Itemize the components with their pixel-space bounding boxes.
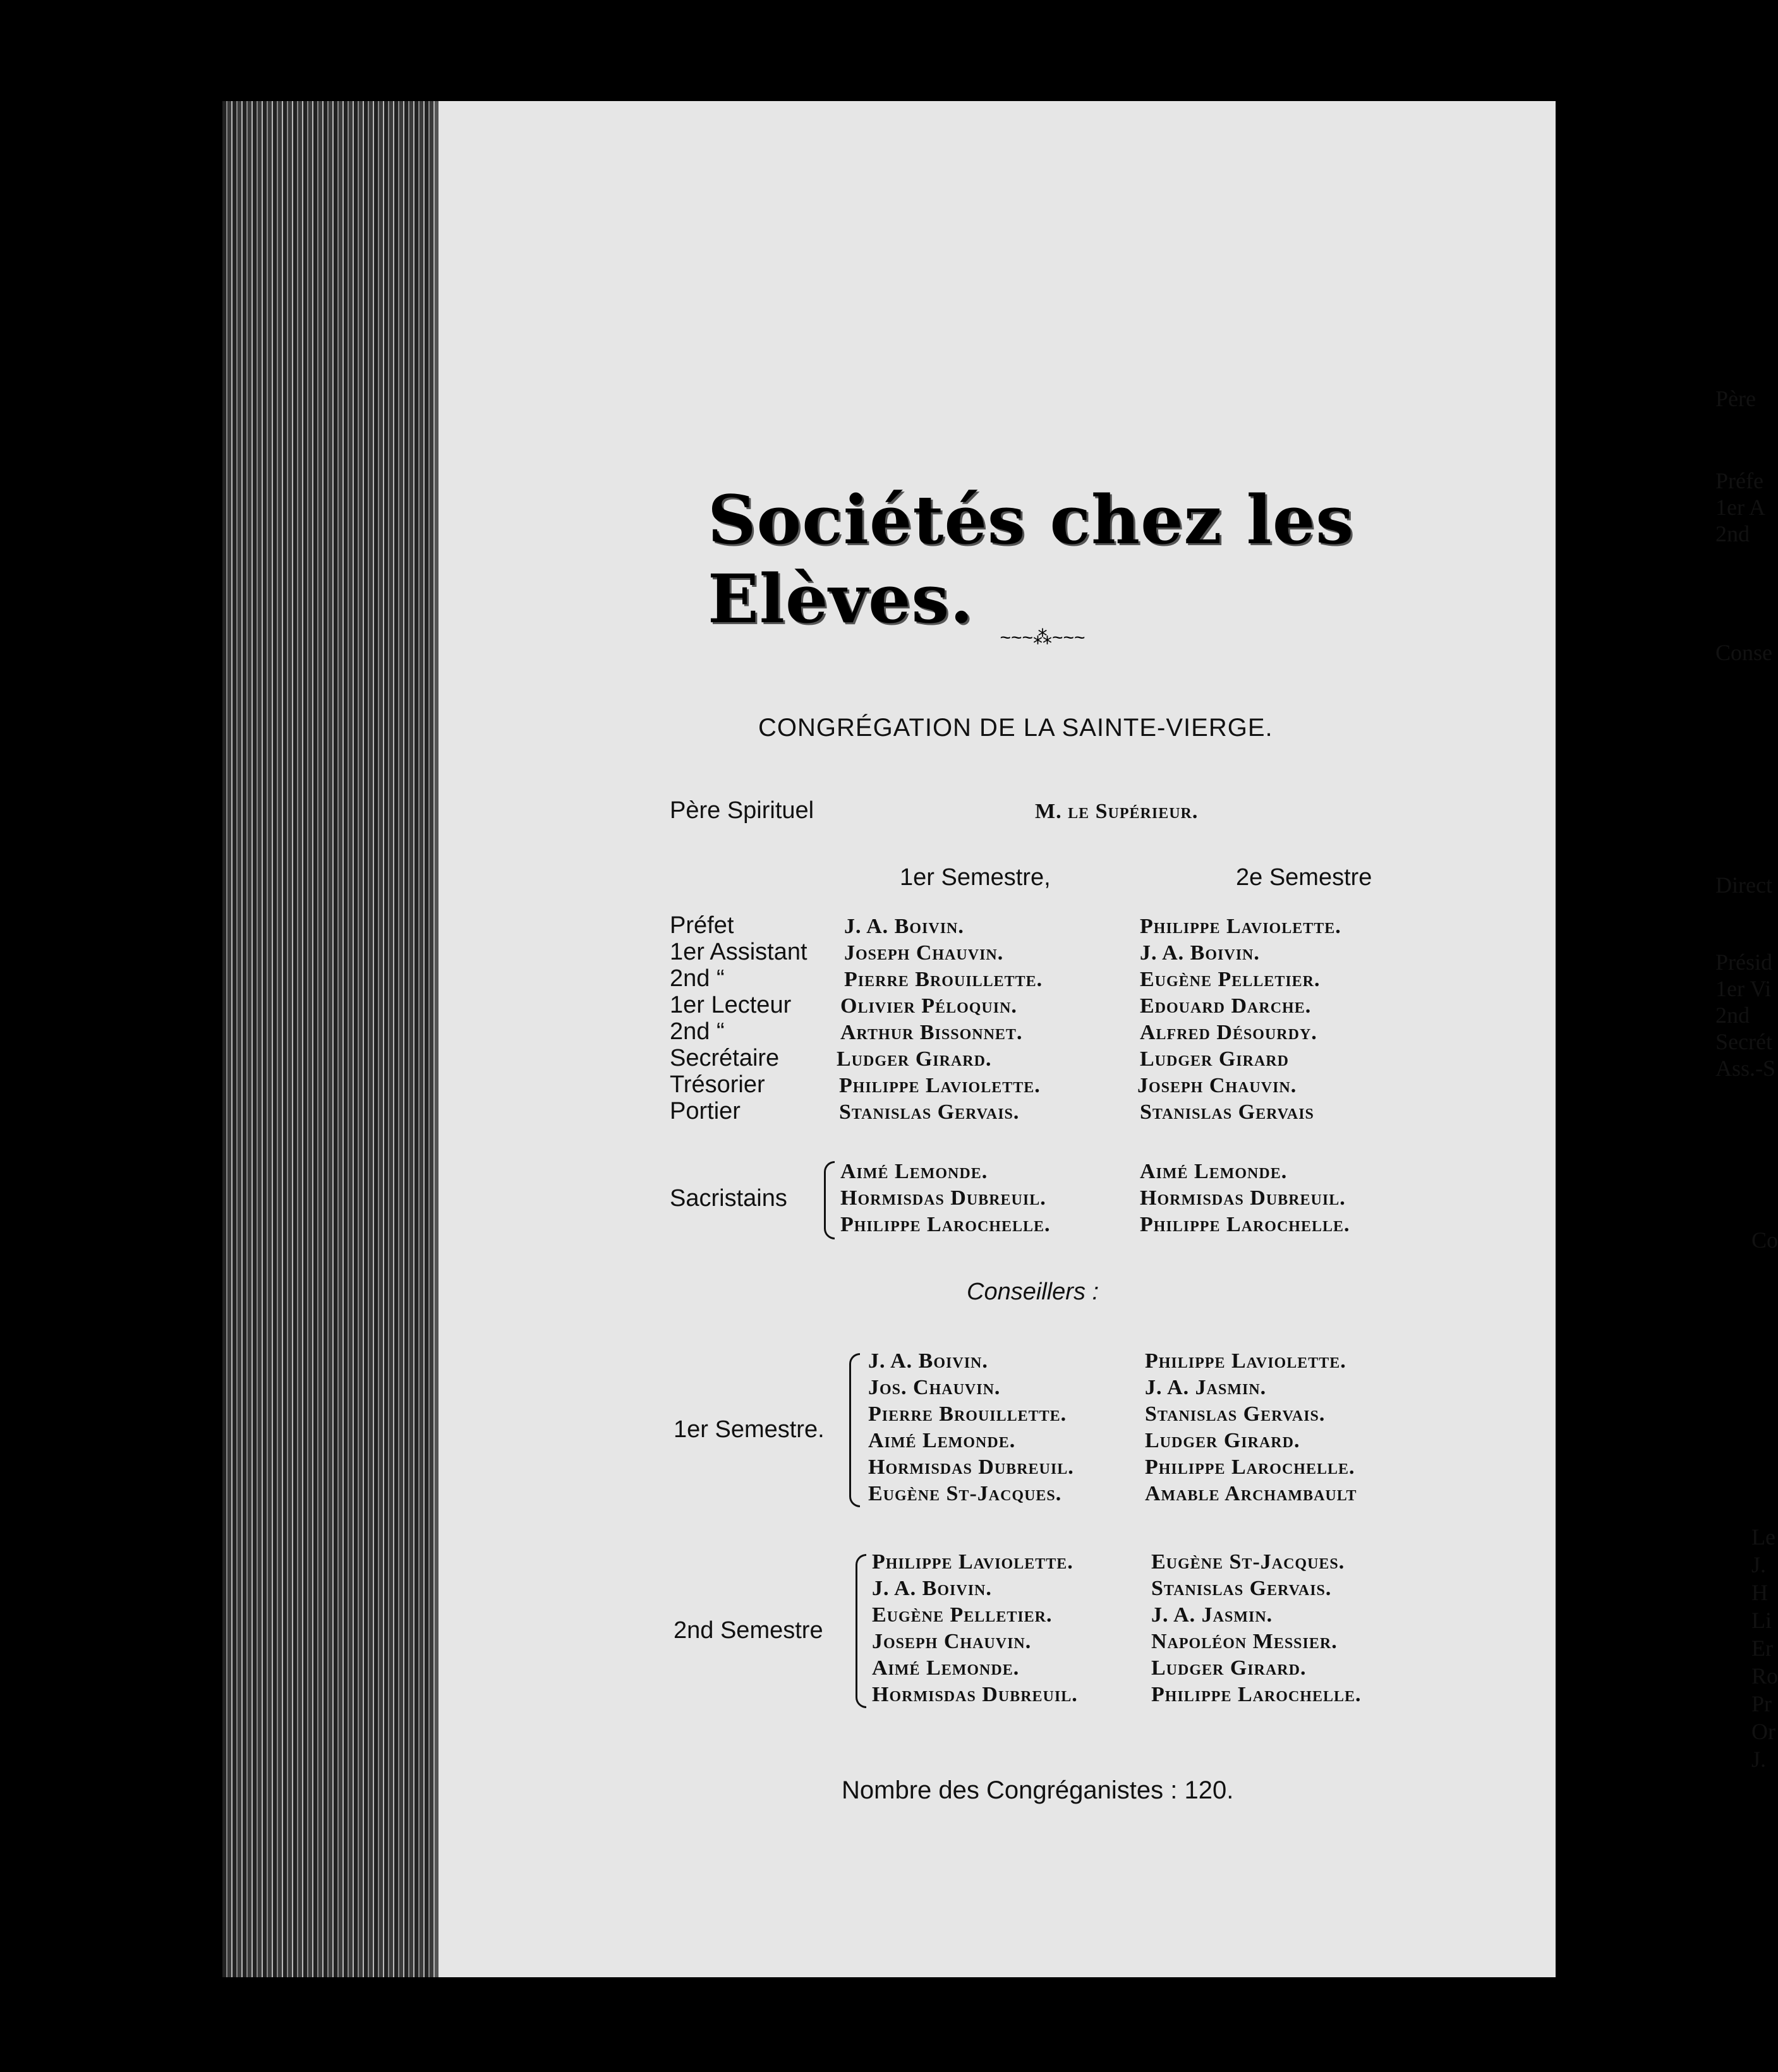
officer-role: 1er Lecteur: [670, 992, 792, 1018]
sacristain-s1: Hormisdas Dubreuil.: [840, 1186, 1046, 1210]
officer-s1: J. A. Boivin.: [844, 915, 964, 938]
conseiller: Hormisdas Dubreuil.: [868, 1455, 1074, 1479]
conseiller: Hormisdas Dubreuil.: [872, 1683, 1078, 1706]
conseiller: Philippe Laviolette.: [1145, 1349, 1346, 1373]
pere-spirituel-label: Père Spirituel: [670, 797, 814, 824]
conseiller: Stanislas Gervais.: [1151, 1577, 1332, 1600]
right-page-fragment: J.: [1751, 1552, 1767, 1577]
conseiller: Joseph Chauvin.: [872, 1630, 1032, 1653]
conseiller: J. A. Boivin.: [868, 1349, 988, 1373]
right-page-fragment: Co: [1751, 1227, 1778, 1253]
conseiller: Aimé Lemonde.: [872, 1656, 1020, 1680]
right-page-fragment: Conse: [1715, 640, 1772, 665]
conseillers-s1-label: 1er Semestre.: [674, 1416, 825, 1443]
conseiller: Jos. Chauvin.: [868, 1376, 1001, 1399]
semester-header-second: 2e Semestre: [1236, 864, 1372, 891]
right-page-fragment: 1er Vi: [1715, 976, 1772, 1001]
officer-s2: Joseph Chauvin.: [1137, 1074, 1297, 1097]
right-page-fragment: Le: [1751, 1524, 1775, 1550]
conseiller: Eugène Pelletier.: [872, 1603, 1053, 1627]
officer-s2: J. A. Boivin.: [1140, 941, 1260, 965]
officer-s1: Stanislas Gervais.: [839, 1100, 1020, 1124]
conseiller: J. A. Boivin.: [872, 1577, 992, 1600]
officer-s1: Pierre Brouillette.: [844, 968, 1043, 991]
page-title: Sociétés chez les Elèves.: [708, 480, 1355, 638]
officer-s2: Eugène Pelletier.: [1140, 968, 1321, 991]
right-page-fragment: Li: [1751, 1608, 1772, 1633]
officer-role: 1er Assistant: [670, 939, 807, 965]
officer-s1: Joseph Chauvin.: [844, 941, 1004, 965]
conseillers-heading: Conseillers :: [967, 1279, 1099, 1305]
conseiller: J. A. Jasmin.: [1145, 1376, 1267, 1399]
right-page-fragment: H: [1751, 1580, 1768, 1605]
conseillers-s2-label: 2nd Semestre: [674, 1617, 823, 1644]
conseiller: Amable Archambault: [1145, 1482, 1357, 1505]
semester-header-first: 1er Semestre,: [900, 864, 1051, 891]
sacristains-label: Sacristains: [670, 1185, 787, 1212]
officer-role: Trésorier: [670, 1071, 765, 1098]
right-page-fragment: Direct: [1715, 872, 1772, 898]
right-page-fragment: Secrét: [1715, 1029, 1772, 1054]
conseiller: Eugène St-Jacques.: [868, 1482, 1062, 1505]
conseiller: J. A. Jasmin.: [1151, 1603, 1273, 1627]
officer-role: 2nd “: [670, 1018, 725, 1045]
right-page-fragment: Pr: [1751, 1691, 1772, 1716]
officer-s1: Philippe Laviolette.: [839, 1074, 1041, 1097]
conseiller: Ludger Girard.: [1151, 1656, 1307, 1680]
sacristain-s2: Aimé Lemonde.: [1140, 1160, 1288, 1183]
pere-spirituel-value: M. le Supérieur.: [1035, 800, 1199, 823]
right-page-fragment: 1er A: [1715, 495, 1765, 520]
conseiller: Napoléon Messier.: [1151, 1630, 1338, 1653]
right-page: [1575, 95, 1778, 1838]
officer-role: 2nd “: [670, 965, 725, 992]
conseiller: Philippe Laviolette.: [872, 1550, 1073, 1574]
conseiller: Pierre Brouillette.: [868, 1402, 1067, 1426]
ornament-divider: ~~~⁂~~~: [1000, 627, 1086, 648]
right-page-fragment: J.: [1751, 1747, 1767, 1772]
conseiller: Ludger Girard.: [1145, 1429, 1300, 1452]
officer-s2: Ludger Girard: [1140, 1047, 1289, 1071]
right-page-fragment: Père: [1715, 386, 1756, 411]
section-heading: CONGRÉGATION DE LA SAINTE-VIERGE.: [758, 714, 1273, 742]
right-page-fragment: Préfe: [1715, 468, 1763, 493]
brace: [856, 1554, 866, 1708]
right-page-fragment: Er: [1751, 1635, 1773, 1661]
right-page-fragment: Ass.-S: [1715, 1056, 1776, 1081]
conseiller: Philippe Larochelle.: [1151, 1683, 1362, 1706]
book-page-edges: [222, 101, 435, 1977]
sacristain-s2: Hormisdas Dubreuil.: [1140, 1186, 1346, 1210]
right-page-fragment: Or: [1751, 1719, 1775, 1744]
sacristain-s2: Philippe Larochelle.: [1140, 1213, 1350, 1236]
brace: [824, 1161, 835, 1239]
congreganistes-count: Nombre des Congréganistes : 120.: [842, 1776, 1234, 1804]
right-page-fragment: 2nd: [1715, 1003, 1750, 1028]
conseiller: Philippe Larochelle.: [1145, 1455, 1355, 1479]
conseiller: Aimé Lemonde.: [868, 1429, 1016, 1452]
right-page-fragment: 2nd: [1715, 521, 1750, 546]
officer-s2: Stanislas Gervais: [1140, 1100, 1314, 1124]
officer-s2: Alfred Désourdy.: [1140, 1021, 1317, 1044]
officer-s2: Philippe Laviolette.: [1140, 915, 1341, 938]
brace: [849, 1353, 860, 1507]
sacristain-s1: Aimé Lemonde.: [840, 1160, 988, 1183]
officer-role: Préfet: [670, 912, 734, 939]
conseiller: Stanislas Gervais.: [1145, 1402, 1326, 1426]
officer-role: Portier: [670, 1098, 741, 1124]
sacristain-s1: Philippe Larochelle.: [840, 1213, 1051, 1236]
officer-role: Secrétaire: [670, 1045, 780, 1071]
right-page-fragment: Présid: [1715, 949, 1772, 975]
officer-s1: Ludger Girard.: [837, 1047, 992, 1071]
officer-s2: Edouard Darche.: [1140, 994, 1312, 1018]
right-page-fragment: Ro: [1751, 1663, 1778, 1689]
conseiller: Eugène St-Jacques.: [1151, 1550, 1345, 1574]
officer-s1: Olivier Péloquin.: [840, 994, 1017, 1018]
officer-s1: Arthur Bissonnet.: [840, 1021, 1023, 1044]
